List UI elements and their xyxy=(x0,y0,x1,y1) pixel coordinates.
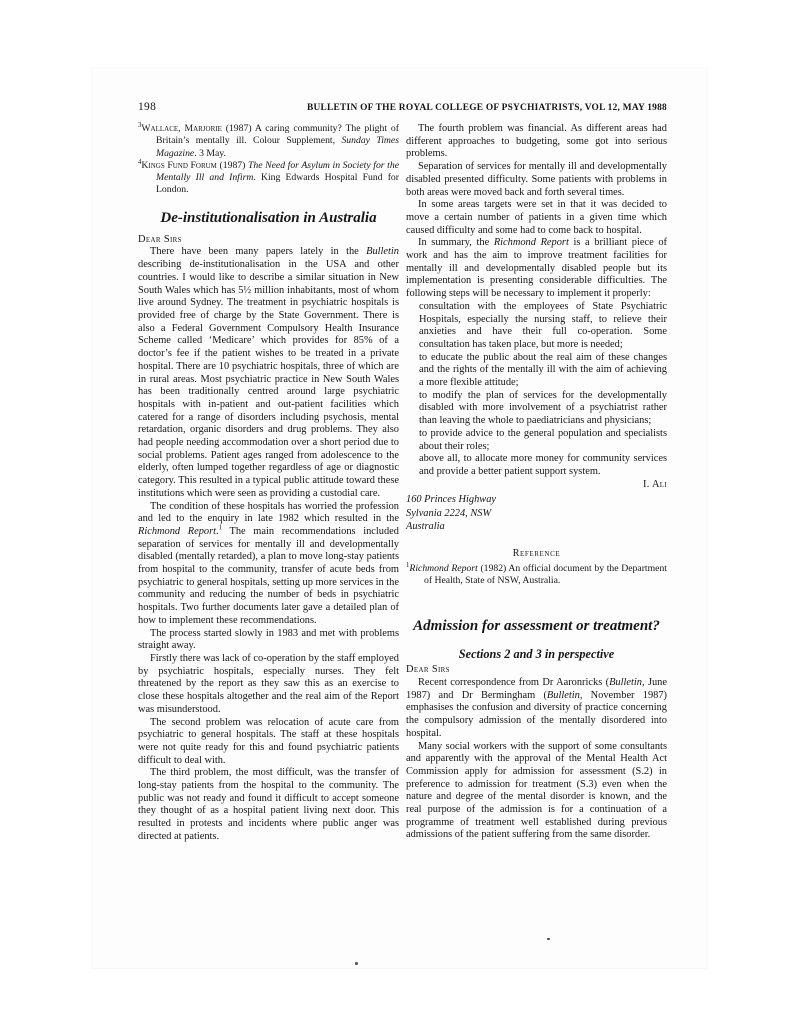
letter2-salutation: Dear Sirs xyxy=(406,664,450,676)
reference-heading: Reference xyxy=(512,548,561,559)
letter1-salutation: Dear Sirs xyxy=(138,233,182,245)
letter1-paragraph-9: In some areas targets were set in that it was decided to move a certain number of patients in a given time which caused difficulty and some had to come back to hospital. xyxy=(406,199,667,236)
reference-entry-1: $^1$Richmond Report (1982) An official document by the Department of Health, State of NSW, Australia. xyxy=(406,561,667,586)
letter1-paragraph-4: Firstly there was lack of co-operation by the staff employed by psychiatric hospitals, especially nurses. They felt threatened by the report as they saw this as an exercise to close these hospitals altogether and the real aim of the Report was misunderstood. xyxy=(138,652,399,715)
two-column-layout xyxy=(138,123,667,844)
letter1-paragraph-7: The fourth problem was financial. As different areas had different approaches to budgeting, some got into serious problems. xyxy=(406,123,667,160)
right-column xyxy=(406,123,667,844)
letter1-paragraph-5: The second problem was relocation of acute care from psychiatric to general hospitals. The staff at these hospitals were not quite ready for this and found psychiatric patients difficult to deal with. xyxy=(138,716,399,766)
footnote-3: $^3$Wallace, Marjorie (1987) A caring community? The plight of Britain’s mentally ill. Colour Supplement, Sunday Times Magazine. 3 May. xyxy=(138,121,399,159)
letter2-subtitle: Sections 2 and 3 in perspective xyxy=(458,647,615,662)
running-head xyxy=(138,101,667,113)
footnote-list xyxy=(138,123,399,197)
journal-title: BULLETIN OF THE ROYAL COLLEGE OF PSYCHIATRISTS, VOL 12, MAY 1988 xyxy=(307,103,667,113)
scan-speck xyxy=(355,962,358,965)
letter1-signature: I. Ali xyxy=(643,478,667,490)
journal-page-scan xyxy=(92,68,707,968)
letter1-title: De-institutionalisation in Australia xyxy=(160,209,377,226)
letter1-paragraph-6: The third problem, the most difficult, was the transfer of long-stay patients from the hospital to the community. The public was not ready and found it difficult to accept someone they thought of as a hospital patient living next door. This resulted in protests and incidents where public anger was directed at patients. xyxy=(138,767,399,842)
step-item-4: to provide advice to the general population and specialists about their roles; xyxy=(419,427,667,452)
letter1-paragraph-10: In summary, the Richmond Report is a brilliant piece of work and has the aim to improve treatment facilities for mentally ill and developmentally disabled people but its implementation is presenting considerable difficulties. The following steps will be necessary to implement it properly: xyxy=(406,237,667,300)
page-number: 198 xyxy=(138,101,157,113)
letter1-paragraph-1: There have been many papers lately in the Bulletin describing de-institutionalisation in the USA and other countries. I would like to describe a similar situation in New South Wales which has 5½ million inhabitants, most of whom live around Sydney. The treatment in psychiatric hospitals is provided free of charge by the State Government. There is also a Federal Government Compulsory Health Insurance Scheme called ‘Medicare’ which provides for 85% of a doctor’s fee if the patient wishes to be treated in a private hospital. There are 10 psychiatric hospitals, three of which are in rural areas. Most psychiatric practice in New South Wales has been traditionally centred around large psychiatric hospitals with in-patient and out-patient facilities which catered for a range of disorders including psychosis, mental retardation, organic disorders and drug problems. They also had people needing accommodation over a short period due to social problems. Patient ages ranged from adolescence to the elderly, often lumped together regardless of age or diagnostic category. This resulted in a typical public attitude toward these institutions which were seen as providing a custodial care. xyxy=(138,246,399,499)
scan-speck xyxy=(547,938,550,940)
footnote-4: $^4$Kings Fund Forum (1987) The Need for Asylum in Society for the Mentally Ill and Infirm. King Edwards Hospital Fund for London. xyxy=(138,158,400,196)
letter1-paragraph-2: The condition of these hospitals has worried the profession and led to the enquiry in late 1982 which resulted in the Richmond Report.$^1$ The main recommendations included separation of services for mentally ill and developmentally disabled (mentally retarded), a plan to move long-stay patients from hospital to the community, transfer of acute beds from psychiatric to general hospitals, setting up more services in the community and reducing the number of beds in psychiatric hospitals. Two further documents later gave a detailed plan of how to implement these recommendations. xyxy=(138,500,399,626)
address-line-3: Australia xyxy=(406,520,445,532)
letter1-paragraph-3: The process started slowly in 1983 and met with problems straight away. xyxy=(138,627,399,652)
step-item-1: consultation with the employees of State Psychiatric Hospitals, especially the nursing staff, to relieve their anxieties and have their full co-operation. Some consultation has taken place, but more is needed; xyxy=(419,300,667,350)
letter2-paragraph-2: Many social workers with the support of some consultants and apparently with the approval of the Mental Health Act Commission apply for admission for assessment (S.2) in preference to admission for treatment (S.3) even when the nature and degree of the mental disorder is known, and the real purpose of the admission is for a continuation of a programme of treatment well established during previous admissions of the patient suffering from the same disorder. xyxy=(406,740,667,841)
letter2-paragraph-1: Recent correspondence from Dr Aaronricks (Bulletin, June 1987) and Dr Bermingham (Bulletin, November 1987) emphasises the confusion and diversity of practice concerning the compulsory admission of the mentally disordered into hospital. xyxy=(406,677,667,739)
page-content xyxy=(92,68,707,844)
left-column xyxy=(138,123,399,844)
letter1-paragraph-8: Separation of services for mentally ill and developmentally disabled presented difficulty. Some patients with problems in both areas were moved back and forth several times. xyxy=(406,161,667,198)
author-address xyxy=(406,493,667,533)
address-line-2: Sylvania 2224, NSW xyxy=(406,507,492,519)
implementation-steps-list xyxy=(419,301,667,479)
address-line-1: 160 Princes Highway xyxy=(406,494,497,506)
step-item-2: to educate the public about the real aim of these changes and the rights of the mentally ill with the aim of achieving a more flexible attitude; xyxy=(419,351,667,389)
step-item-5: above all, to allocate more money for community services and provide a better patient support system. xyxy=(419,453,667,477)
letter2-title: Admission for assessment or treatment? xyxy=(413,618,660,635)
step-item-3: to modify the plan of services for the developmentally disabled with more involvement of a psychiatrist rather than leaving the whole to paediatricians and physicians; xyxy=(419,389,667,427)
